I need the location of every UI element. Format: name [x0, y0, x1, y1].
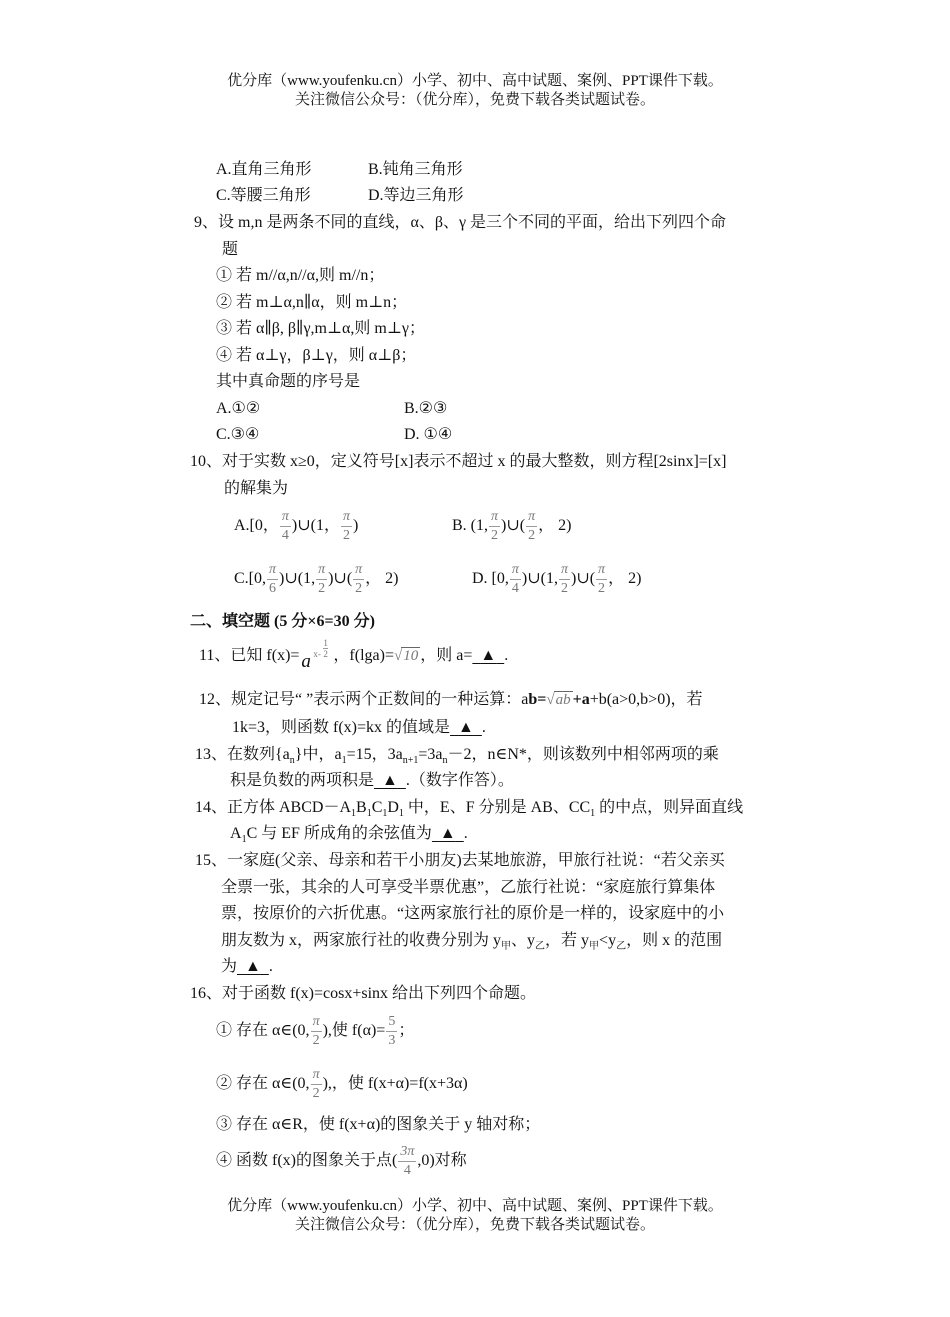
- footer-line-1: 优分库（www.youfenku.cn）小学、初中、高中试题、案例、PPT课件下载。: [227, 1198, 723, 1214]
- q8-option-d: D.等边三角形: [368, 187, 464, 204]
- fraction: $\frac{\pi}{2}$: [318, 562, 326, 596]
- answer-blank: ▲: [382, 772, 398, 789]
- q9-option-c: C.③④: [216, 426, 260, 443]
- q10-option-b: B. (1, $\frac{\pi}{2}$ )∪( $\frac{\pi}{2}$ ， 2): [452, 509, 572, 543]
- q16-proposition-2: ② 存在 α∈(0, $\frac{\pi}{2}$ ),，使 f(x+α)=f(x+3α): [216, 1067, 468, 1101]
- q14-line-2: $A_1C$ 与 EF 所成角的余弦值为 ▲ .: [230, 825, 468, 846]
- q15-line-3: 票，按原价的六折优惠。“这两家旅行社的原价是一样的，设家庭中的小: [221, 905, 725, 922]
- fraction: $\frac{\pi}{2}$: [560, 562, 568, 596]
- q10-stem-line-1: 10、对于实数 x≥0，定义符号[x]表示不超过 x 的最大整数，则方程[2sinx]=[x]: [190, 453, 727, 470]
- fraction: $\frac{\pi}{2}$: [312, 1067, 320, 1101]
- header-line-1: 优分库（www.youfenku.cn）小学、初中、高中试题、案例、PPT课件下载。: [227, 73, 723, 89]
- fraction: $\frac{\pi}{4}$: [511, 562, 519, 596]
- q9-proposition-1: ① 若 m//α,n//α,则 m//n；: [216, 267, 385, 284]
- fraction: $\frac{3\pi}{4}$: [400, 1144, 415, 1178]
- fraction: $\frac{\pi}{6}$: [269, 562, 277, 596]
- section-title: 二、填空题 (5 分×6=30 分): [190, 613, 375, 630]
- fraction: $\frac{\pi}{4}$: [281, 509, 289, 543]
- q9-option-a: A.①②: [216, 400, 261, 417]
- header-line-2: 关注微信公众号：（优分库），免费下载各类试题试卷。: [294, 92, 655, 108]
- answer-blank: ▲: [480, 647, 497, 664]
- answer-blank: ▲: [245, 958, 261, 975]
- fraction: $\frac{5}{3}$: [388, 1014, 396, 1048]
- q12-line-1: 12、规定记号“ ”表示两个正数间的一种运算：ab=√ab +a+b(a>0,b>0)，若: [199, 691, 703, 708]
- q9-stem-line-2: 题: [222, 241, 239, 258]
- q10-stem-line-2: 的解集为: [224, 480, 289, 497]
- answer-blank: ▲: [458, 719, 474, 736]
- fraction: $\frac{\pi}{2}$: [342, 509, 350, 543]
- q14-line-1: 14、正方体 $ABCD-A_1B_1C_1D_1$ 中，E、F 分别是 AB、$CC_1$ 的中点，则异面直线: [195, 799, 744, 820]
- q13-line-2: 积是负数的两项积是 ▲ .（数字作答）。: [230, 772, 514, 789]
- sqrt-expression: √10: [393, 648, 419, 664]
- q9-stem-line-1: 9、设 m,n 是两条不同的直线，α、β、γ 是三个不同的平面，给出下列四个命: [194, 214, 727, 231]
- sqrt-expression: √ab: [546, 692, 571, 708]
- q9-option-d: D. ①④: [404, 426, 453, 443]
- q8-option-b: B.钝角三角形: [368, 161, 463, 178]
- fraction: $\frac{\pi}{2}$: [528, 509, 536, 543]
- q8-option-a: A.直角三角形: [216, 161, 312, 178]
- q11: 11、已知 f(x)= a x- 1 2 ，f(lga)=√10 ，则 a= ▲ .: [199, 638, 509, 673]
- q9-proposition-3: ③ 若 α∥β, β∥γ,m⊥α,则 m⊥γ；: [216, 320, 425, 337]
- q8-option-c: C.等腰三角形: [216, 187, 311, 204]
- fraction: $\frac{\pi}{2}$: [491, 509, 499, 543]
- footer-line-2: 关注微信公众号：（优分库），免费下载各类试题试卷。: [294, 1217, 655, 1233]
- q16-proposition-3: ③ 存在 α∈R，使 f(x+α)的图象关于 y 轴对称；: [216, 1116, 541, 1133]
- power-expression: a x- 1 2: [301, 638, 328, 673]
- q9-proposition-2: ② 若 m⊥α,n∥α，则 m⊥n；: [216, 294, 408, 311]
- q13-line-1: 13、在数列$\{a_n\}$中，$a_1=15$，$3a_{n+1}=3a_n-2$，n∈N*，则该数列中相邻两项的乘: [195, 746, 719, 767]
- q10-option-a: A.[0， $\frac{\pi}{4}$ )∪(1， $\frac{\pi}{2}$ ): [234, 509, 359, 543]
- fraction: $\frac{\pi}{2}$: [598, 562, 606, 596]
- q15-line-2: 全票一张，其余的人可享受半票优惠”，乙旅行社说：“家庭旅行算集体: [221, 879, 716, 896]
- answer-blank: ▲: [439, 825, 456, 842]
- q16-proposition-1: ① 存在 α∈(0, $\frac{\pi}{2}$ ),使 f(α)= $\frac{5}{3}$ ；: [216, 1014, 415, 1048]
- q9-question: 其中真命题的序号是: [216, 373, 361, 390]
- q10-option-c: C.[0, $\frac{\pi}{6}$ )∪(1, $\frac{\pi}{2}$ )∪( $\frac{\pi}{2}$ ， 2): [234, 562, 399, 596]
- q15-line-4: 朋友数为 x，两家旅行社的收费分别为 $y_甲$、$y_乙$，若 $y_甲<y_乙$，则 x 的范围: [221, 932, 723, 953]
- q10-option-d: D. [0, $\frac{\pi}{4}$ )∪(1, $\frac{\pi}{2}$ )∪( $\frac{\pi}{2}$ ， 2): [472, 562, 642, 596]
- q12-line-2: 1k=3，则函数 f(x)=kx 的值域是 ▲ .: [232, 719, 486, 736]
- q9-option-b: B.②③: [404, 400, 448, 417]
- q15-line-1: 15、一家庭(父亲、母亲和若干小朋友)去某地旅游，甲旅行社说：“若父亲买: [195, 852, 725, 869]
- q9-proposition-4: ④ 若 α⊥γ，β⊥γ，则 α⊥β；: [216, 347, 417, 364]
- fraction: $\frac{\pi}{2}$: [312, 1014, 320, 1048]
- q16-stem: 16、对于函数 f(x)=cosx+sinx 给出下列四个命题。: [190, 985, 537, 1002]
- q16-proposition-4: ④ 函数 f(x)的图象关于点( $\frac{3\pi}{4}$ ,0)对称: [216, 1144, 467, 1178]
- fraction: $\frac{\pi}{2}$: [355, 562, 363, 596]
- q15-line-5: 为 ▲ .: [221, 958, 273, 975]
